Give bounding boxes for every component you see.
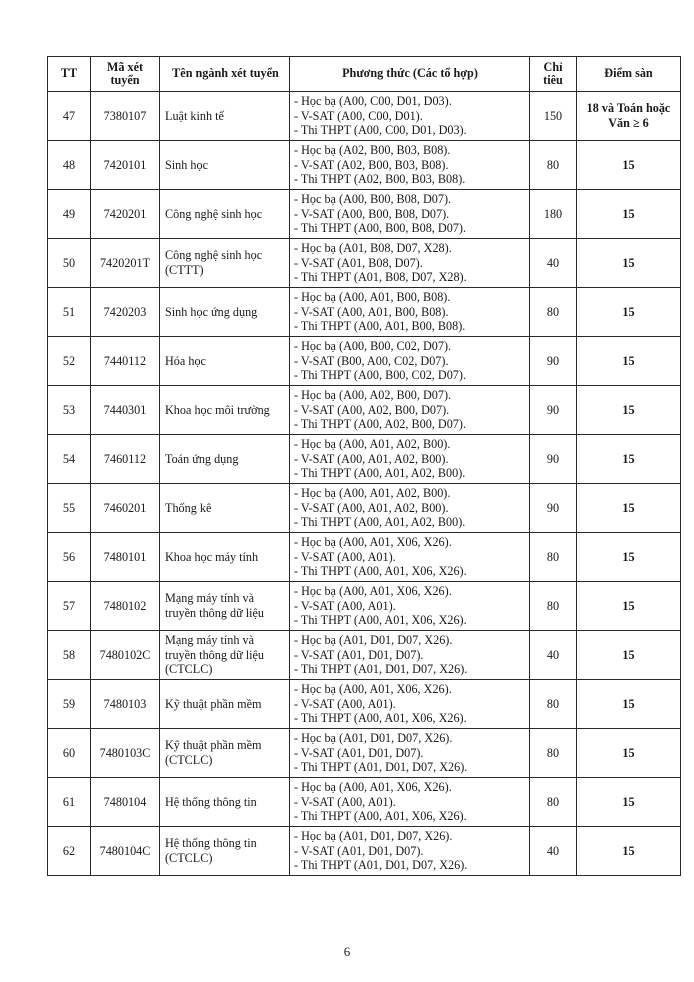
row-phuong-thuc xyxy=(290,533,530,582)
row-phuong-thuc xyxy=(290,190,530,239)
row-diem-san: 15 xyxy=(577,533,681,582)
row-phuong-thuc xyxy=(290,92,530,141)
row-ten-nganh: Toán ứng dụng xyxy=(160,435,290,484)
phuong-thuc-line: - Thi THPT (A00, A01, X06, X26). xyxy=(294,809,467,824)
row-tt: 48 xyxy=(48,141,91,190)
row-ma-xet-tuyen: 7480102 xyxy=(91,582,160,631)
table-row xyxy=(48,92,681,141)
phuong-thuc-line: - Học bạ (A00, A01, B00, B08). xyxy=(294,290,451,305)
header-ten-nganh: Tên ngành xét tuyển xyxy=(160,57,290,92)
row-tt: 56 xyxy=(48,533,91,582)
phuong-thuc-line: - V-SAT (A00, A01). xyxy=(294,549,396,564)
row-ten-nganh: Công nghệ sinh học (CTTT) xyxy=(160,239,290,288)
table-row xyxy=(48,190,681,239)
row-ma-xet-tuyen: 7420201T xyxy=(91,239,160,288)
row-chi-tieu: 90 xyxy=(530,484,577,533)
phuong-thuc-line: - Học bạ (A01, D01, D07, X26). xyxy=(294,633,453,648)
row-tt: 59 xyxy=(48,680,91,729)
header-ma-xet-tuyen: Mã xét tuyển xyxy=(91,57,160,92)
phuong-thuc-line: - Học bạ (A00, A01, X06, X26). xyxy=(294,535,452,550)
phuong-thuc-line: - V-SAT (A00, C00, D01). xyxy=(294,108,423,123)
phuong-thuc-line: - Học bạ (A00, A01, A02, B00). xyxy=(294,437,451,452)
phuong-thuc-line: - Học bạ (A00, A02, B00, D07). xyxy=(294,388,452,403)
phuong-thuc-line: - Học bạ (A00, C00, D01, D03). xyxy=(294,94,452,109)
row-tt: 47 xyxy=(48,92,91,141)
table-row xyxy=(48,582,681,631)
header-row xyxy=(48,57,681,92)
row-chi-tieu: 40 xyxy=(530,239,577,288)
row-chi-tieu: 80 xyxy=(530,729,577,778)
admission-table xyxy=(47,56,681,876)
row-phuong-thuc xyxy=(290,288,530,337)
phuong-thuc-line: - Thi THPT (A02, B00, B03, B08). xyxy=(294,172,466,187)
row-diem-san: 15 xyxy=(577,827,681,876)
row-phuong-thuc xyxy=(290,582,530,631)
phuong-thuc-line: - Học bạ (A00, A01, X06, X26). xyxy=(294,682,452,697)
phuong-thuc-line: - V-SAT (A01, B08, D07). xyxy=(294,255,423,270)
phuong-thuc-line: - Thi THPT (A00, A01, A02, B00). xyxy=(294,515,466,530)
table-row xyxy=(48,141,681,190)
row-diem-san: 15 xyxy=(577,337,681,386)
row-tt: 55 xyxy=(48,484,91,533)
phuong-thuc-line: - Thi THPT (A00, B00, C02, D07). xyxy=(294,368,466,383)
row-ten-nganh: Luật kinh tế xyxy=(160,92,290,141)
table-row xyxy=(48,386,681,435)
table-row xyxy=(48,337,681,386)
row-phuong-thuc xyxy=(290,435,530,484)
row-ma-xet-tuyen: 7480103 xyxy=(91,680,160,729)
row-diem-san: 15 xyxy=(577,631,681,680)
row-tt: 58 xyxy=(48,631,91,680)
header-tt: TT xyxy=(48,57,91,92)
row-diem-san: 15 xyxy=(577,582,681,631)
phuong-thuc-line: - Thi THPT (A00, A01, X06, X26). xyxy=(294,564,467,579)
row-diem-san: 18 và Toán hoặc Văn ≥ 6 xyxy=(577,92,681,141)
phuong-thuc-line: - V-SAT (A01, D01, D07). xyxy=(294,843,424,858)
row-chi-tieu: 80 xyxy=(530,533,577,582)
row-ten-nganh: Khoa học máy tính xyxy=(160,533,290,582)
row-tt: 53 xyxy=(48,386,91,435)
phuong-thuc-line: - Học bạ (A00, A01, X06, X26). xyxy=(294,780,452,795)
phuong-thuc-line: - Thi THPT (A00, A01, X06, X26). xyxy=(294,711,467,726)
row-ma-xet-tuyen: 7460201 xyxy=(91,484,160,533)
row-ma-xet-tuyen: 7420201 xyxy=(91,190,160,239)
row-ma-xet-tuyen: 7460112 xyxy=(91,435,160,484)
row-phuong-thuc xyxy=(290,631,530,680)
row-tt: 60 xyxy=(48,729,91,778)
row-ten-nganh: Mạng máy tính và truyền thông dữ liệu xyxy=(160,582,290,631)
row-phuong-thuc xyxy=(290,386,530,435)
table-row xyxy=(48,288,681,337)
row-tt: 52 xyxy=(48,337,91,386)
table-row xyxy=(48,729,681,778)
row-phuong-thuc xyxy=(290,337,530,386)
row-tt: 54 xyxy=(48,435,91,484)
row-ten-nganh: Công nghệ sinh học xyxy=(160,190,290,239)
row-phuong-thuc xyxy=(290,239,530,288)
row-phuong-thuc xyxy=(290,778,530,827)
phuong-thuc-line: - V-SAT (A00, A01). xyxy=(294,794,396,809)
row-ma-xet-tuyen: 7440112 xyxy=(91,337,160,386)
phuong-thuc-line: - Thi THPT (A01, D01, D07, X26). xyxy=(294,858,468,873)
row-ma-xet-tuyen: 7480101 xyxy=(91,533,160,582)
phuong-thuc-line: - V-SAT (B00, A00, C02, D07). xyxy=(294,353,449,368)
row-chi-tieu: 90 xyxy=(530,435,577,484)
phuong-thuc-line: - Học bạ (A00, B00, B08, D07). xyxy=(294,192,452,207)
phuong-thuc-line: - Thi THPT (A00, A02, B00, D07). xyxy=(294,417,466,432)
row-chi-tieu: 40 xyxy=(530,631,577,680)
row-diem-san: 15 xyxy=(577,190,681,239)
row-chi-tieu: 180 xyxy=(530,190,577,239)
row-ma-xet-tuyen: 7420203 xyxy=(91,288,160,337)
phuong-thuc-line: - Thi THPT (A01, D01, D07, X26). xyxy=(294,760,468,775)
phuong-thuc-line: - Học bạ (A01, D01, D07, X26). xyxy=(294,731,453,746)
row-diem-san: 15 xyxy=(577,778,681,827)
row-ma-xet-tuyen: 7480104 xyxy=(91,778,160,827)
row-ten-nganh: Mạng máy tính và truyền thông dữ liệu (CTCLC) xyxy=(160,631,290,680)
row-chi-tieu: 80 xyxy=(530,141,577,190)
phuong-thuc-line: - V-SAT (A01, D01, D07). xyxy=(294,647,424,662)
row-phuong-thuc xyxy=(290,141,530,190)
page-number: 6 xyxy=(343,944,351,959)
row-chi-tieu: 150 xyxy=(530,92,577,141)
row-ten-nganh: Hệ thống thông tin (CTCLC) xyxy=(160,827,290,876)
table-row xyxy=(48,827,681,876)
row-tt: 62 xyxy=(48,827,91,876)
phuong-thuc-line: - V-SAT (A00, A01, B00, B08). xyxy=(294,304,449,319)
header-diem-san: Điểm sàn xyxy=(577,57,681,92)
row-tt: 50 xyxy=(48,239,91,288)
row-phuong-thuc xyxy=(290,827,530,876)
phuong-thuc-line: - Thi THPT (A00, A01, B00, B08). xyxy=(294,319,466,334)
row-ma-xet-tuyen: 7440301 xyxy=(91,386,160,435)
row-phuong-thuc xyxy=(290,729,530,778)
row-ten-nganh: Sinh học xyxy=(160,141,290,190)
table-body xyxy=(48,92,681,876)
row-ten-nganh: Sinh học ứng dụng xyxy=(160,288,290,337)
phuong-thuc-line: - Thi THPT (A00, A01, A02, B00). xyxy=(294,466,466,481)
row-ma-xet-tuyen: 7480104C xyxy=(91,827,160,876)
row-chi-tieu: 80 xyxy=(530,582,577,631)
phuong-thuc-line: - V-SAT (A01, D01, D07). xyxy=(294,745,424,760)
row-ten-nganh: Hệ thống thông tin xyxy=(160,778,290,827)
row-chi-tieu: 80 xyxy=(530,288,577,337)
row-ten-nganh: Thống kê xyxy=(160,484,290,533)
row-ma-xet-tuyen: 7380107 xyxy=(91,92,160,141)
row-tt: 51 xyxy=(48,288,91,337)
row-phuong-thuc xyxy=(290,680,530,729)
row-diem-san: 15 xyxy=(577,435,681,484)
phuong-thuc-line: - V-SAT (A00, A02, B00, D07). xyxy=(294,402,450,417)
phuong-thuc-line: - Học bạ (A01, B08, D07, X28). xyxy=(294,241,452,256)
row-diem-san: 15 xyxy=(577,484,681,533)
row-tt: 61 xyxy=(48,778,91,827)
row-chi-tieu: 80 xyxy=(530,778,577,827)
table-row xyxy=(48,484,681,533)
phuong-thuc-line: - Học bạ (A00, A01, A02, B00). xyxy=(294,486,451,501)
table-row xyxy=(48,435,681,484)
row-ma-xet-tuyen: 7420101 xyxy=(91,141,160,190)
phuong-thuc-line: - Học bạ (A00, B00, C02, D07). xyxy=(294,339,452,354)
table-row xyxy=(48,680,681,729)
row-chi-tieu: 90 xyxy=(530,386,577,435)
row-diem-san: 15 xyxy=(577,729,681,778)
table-row xyxy=(48,239,681,288)
phuong-thuc-line: - Thi THPT (A00, A01, X06, X26). xyxy=(294,613,467,628)
phuong-thuc-line: - V-SAT (A00, A01). xyxy=(294,696,396,711)
row-tt: 49 xyxy=(48,190,91,239)
header-phuong-thuc: Phương thức (Các tổ hợp) xyxy=(290,57,530,92)
phuong-thuc-line: - V-SAT (A00, A01, A02, B00). xyxy=(294,500,449,515)
phuong-thuc-line: - Thi THPT (A01, D01, D07, X26). xyxy=(294,662,468,677)
row-ten-nganh: Kỹ thuật phần mềm (CTCLC) xyxy=(160,729,290,778)
row-ma-xet-tuyen: 7480103C xyxy=(91,729,160,778)
phuong-thuc-line: - Thi THPT (A00, C00, D01, D03). xyxy=(294,123,467,138)
row-phuong-thuc xyxy=(290,484,530,533)
phuong-thuc-line: - V-SAT (A00, A01, A02, B00). xyxy=(294,451,449,466)
table-row xyxy=(48,778,681,827)
header-chi-tieu: Chỉ tiêu xyxy=(530,57,577,92)
row-diem-san: 15 xyxy=(577,141,681,190)
phuong-thuc-line: - Học bạ (A02, B00, B03, B08). xyxy=(294,143,451,158)
phuong-thuc-line: - Học bạ (A01, D01, D07, X26). xyxy=(294,829,453,844)
row-diem-san: 15 xyxy=(577,386,681,435)
phuong-thuc-line: - V-SAT (A00, A01). xyxy=(294,598,396,613)
row-ten-nganh: Khoa học môi trường xyxy=(160,386,290,435)
row-diem-san: 15 xyxy=(577,239,681,288)
row-ten-nganh: Kỹ thuật phần mềm xyxy=(160,680,290,729)
row-diem-san: 15 xyxy=(577,680,681,729)
phuong-thuc-line: - Học bạ (A00, A01, X06, X26). xyxy=(294,584,452,599)
row-chi-tieu: 90 xyxy=(530,337,577,386)
row-chi-tieu: 80 xyxy=(530,680,577,729)
row-diem-san: 15 xyxy=(577,288,681,337)
row-ten-nganh: Hóa học xyxy=(160,337,290,386)
phuong-thuc-line: - Thi THPT (A01, B08, D07, X28). xyxy=(294,270,467,285)
table-row xyxy=(48,533,681,582)
phuong-thuc-line: - V-SAT (A02, B00, B03, B08). xyxy=(294,157,449,172)
row-tt: 57 xyxy=(48,582,91,631)
phuong-thuc-line: - V-SAT (A00, B00, B08, D07). xyxy=(294,206,450,221)
phuong-thuc-line: - Thi THPT (A00, B00, B08, D07). xyxy=(294,221,466,236)
row-chi-tieu: 40 xyxy=(530,827,577,876)
table-row xyxy=(48,631,681,680)
row-ma-xet-tuyen: 7480102C xyxy=(91,631,160,680)
